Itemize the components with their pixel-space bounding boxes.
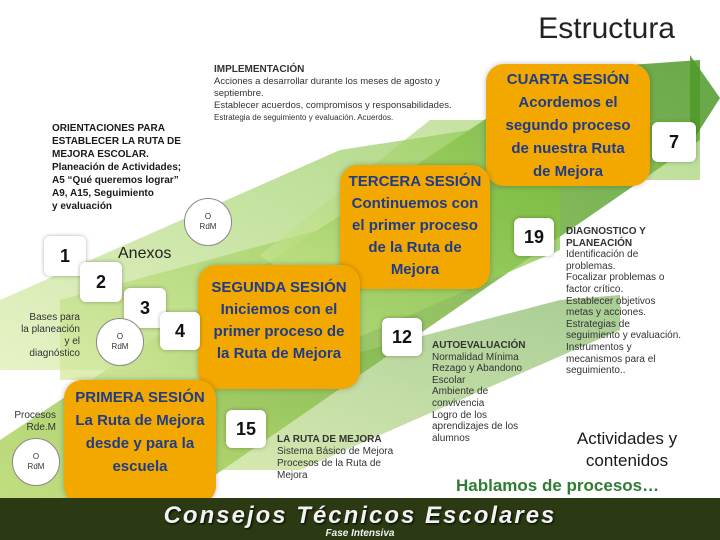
primera-line: escuela: [112, 458, 168, 475]
diagnostico-line: Establecer objetivos: [566, 295, 656, 307]
rdm-o: O: [32, 452, 40, 461]
bases-line: la planeación: [21, 324, 80, 335]
footer-subtitle: Fase Intensiva: [325, 528, 395, 539]
tercera-line: Continuemos con: [351, 195, 479, 212]
procesos-line: Rde.M: [26, 422, 56, 433]
segunda-sesion-box: [198, 265, 360, 389]
ruta-block: [277, 434, 417, 482]
rdm-o: O: [116, 332, 124, 341]
implementacion-line: Acciones a desarrollar durante los meses de agosto y: [214, 76, 441, 87]
cuarta-line: de Mejora: [532, 163, 604, 180]
diagnostico-line: Estrategias de: [566, 318, 630, 330]
orientaciones-line: MEJORA ESCOLAR.: [52, 149, 149, 160]
segunda-line: primer proceso de: [213, 323, 345, 340]
rdm-o: O: [204, 212, 212, 221]
footer-title: Consejos Técnicos Escolares: [163, 502, 557, 529]
implementacion-line: septiembre.: [214, 88, 264, 99]
implementacion-heading: IMPLEMENTACIÓN: [214, 64, 305, 75]
number-15-box: 15: [226, 410, 266, 448]
rdm-circle: [184, 198, 232, 246]
diagnostico-block: [566, 226, 716, 377]
number-2-box: 2: [80, 262, 122, 302]
ruta-line: Procesos de la Ruta de: [277, 458, 381, 469]
autoevaluacion-line: alumnos: [432, 432, 470, 444]
diagnostico-line: problemas.: [566, 260, 616, 272]
hablamos-text: Hablamos de procesos…: [456, 476, 660, 495]
autoevaluacion-block: [432, 340, 547, 444]
autoevaluacion-line: Rezago y Abandono: [432, 363, 523, 375]
footer-banner: [0, 498, 720, 540]
autoevaluacion-line: convivencia: [432, 397, 485, 409]
cuarta-line: segundo proceso: [505, 117, 631, 134]
primera-line: PRIMERA SESIÓN: [75, 389, 205, 406]
tercera-line: el primer proceso: [352, 217, 478, 234]
diagnostico-line: seguimiento..: [566, 365, 626, 377]
diagnostico-line: seguimiento y evaluación.: [566, 330, 682, 342]
diagnostico-line: Instrumentos y: [566, 341, 632, 353]
segunda-line: SEGUNDA SESIÓN: [211, 279, 347, 296]
orientaciones-line: ESTABLECER LA RUTA DE: [52, 136, 181, 147]
implementacion-line: Establecer acuerdos, compromisos y responsabilidades.: [214, 100, 452, 111]
cuarta-line: Acordemos el: [518, 94, 618, 111]
diagnostico-heading: PLANEACIÓN: [566, 237, 633, 249]
tercera-line: Mejora: [390, 261, 440, 278]
diagnostico-line: Focalizar problemas o: [566, 272, 665, 284]
primera-line: desde y para la: [85, 435, 195, 452]
autoevaluacion-heading: AUTOEVALUACIÓN: [432, 340, 526, 351]
diagnostico-line: factor crítico.: [566, 283, 624, 295]
number-3-box: 3: [124, 288, 166, 328]
bases-line: Bases para: [29, 312, 80, 323]
number-19-box: 19: [514, 218, 554, 256]
procesos-block: [4, 410, 56, 434]
cuarta-line: CUARTA SESIÓN: [506, 71, 630, 88]
bases-block: [4, 312, 80, 360]
autoevaluacion-line: Logro de los: [432, 409, 488, 421]
number-12-box: 12: [382, 318, 422, 356]
diagnostico-line: Identificación de: [566, 249, 639, 261]
bases-line: y el: [64, 336, 80, 347]
number-1-box: 1: [44, 236, 86, 276]
tercera-line: TERCERA SESIÓN: [348, 173, 482, 190]
bases-line: diagnóstico: [29, 348, 80, 359]
page-title: Estructura: [538, 12, 675, 45]
autoevaluacion-line: Ambiente de: [432, 386, 489, 398]
tercera-sesion-box: [340, 165, 490, 289]
ruta-heading: LA RUTA DE MEJORA: [277, 434, 382, 445]
orientaciones-line: A9, A15, Seguimiento: [52, 188, 154, 199]
rdm-label: RdM: [111, 342, 129, 351]
number-7-box: 7: [652, 122, 696, 162]
primera-sesion-box: [64, 380, 216, 504]
tercera-line: de la Ruta de: [368, 239, 462, 256]
implementacion-line: Estrategia de seguimiento y evaluación. Acuerdos.: [214, 113, 394, 122]
actividades-line: contenidos: [585, 451, 669, 470]
number-4-box: 4: [160, 312, 200, 350]
primera-line: La Ruta de Mejora: [75, 412, 205, 429]
autoevaluacion-line: Normalidad Mínima: [432, 351, 519, 363]
anexos-label: Anexos: [118, 245, 172, 262]
autoevaluacion-line: Escolar: [432, 374, 466, 386]
diagnostico-line: mecanismos para el: [566, 353, 656, 365]
cuarta-line: de nuestra Ruta: [511, 140, 625, 157]
orientaciones-block: [52, 122, 222, 213]
segunda-line: la Ruta de Mejora: [216, 345, 342, 362]
orientaciones-line: Planeación de Actividades;: [52, 162, 182, 173]
diagnostico-heading: DIAGNOSTICO Y: [566, 226, 646, 237]
ruta-line: Mejora: [277, 470, 308, 481]
rdm-label: RdM: [27, 462, 45, 471]
diagnostico-line: metas y acciones.: [566, 307, 647, 319]
orientaciones-line: ORIENTACIONES PARA: [52, 123, 165, 134]
rdm-label: RdM: [199, 222, 217, 231]
implementacion-block: [214, 64, 504, 124]
rdm-circle: [96, 318, 144, 366]
cuarta-sesion-box: [486, 64, 650, 186]
segunda-line: Iniciemos con el: [220, 301, 338, 318]
actividades-line: Actividades y: [576, 429, 678, 448]
autoevaluacion-line: aprendizajes de los: [432, 421, 519, 433]
actividades-block: [552, 428, 702, 472]
orientaciones-line: y evaluación: [52, 201, 113, 212]
orientaciones-line: A5 “Qué queremos lograr”: [52, 175, 179, 186]
rdm-circle: [12, 438, 60, 486]
ruta-line: Sistema Básico de Mejora: [277, 446, 394, 457]
procesos-line: Procesos: [14, 410, 56, 421]
